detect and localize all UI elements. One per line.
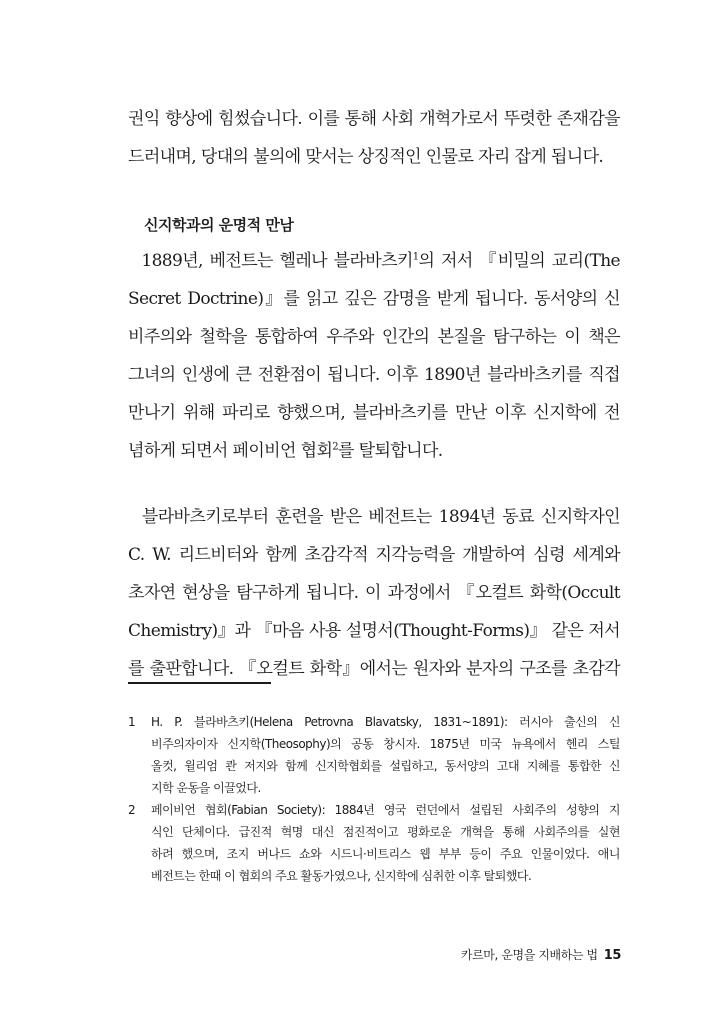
- footnote-line: H. P. 블라바츠키(Helena Petrovna Blavatsky, 1831~1891): 러시아 출신의 신: [151, 715, 620, 729]
- section-heading: 신지학과의 운명적 만남: [144, 216, 294, 234]
- text-line: 만나기 위해 파리로 향했으며, 블라바츠키를 만난 이후 신지학에 전: [128, 403, 620, 423]
- footnote-line: 식인 단체이다. 급진적 혁명 대신 점진적이고 평화로운 개혁을 통해 사회주의를 실현: [151, 825, 620, 839]
- page-footer: [461, 946, 621, 963]
- page-number: 15: [603, 948, 621, 963]
- footnote-line: 하려 했으며, 조지 버나드 쇼와 시드니·비트리스 웹 부부 등이 주요 인물이었다. 애니: [151, 847, 620, 861]
- text-line: 초자연 현상을 탐구하게 됩니다. 이 과정에서 『오컬트 화학(Occult: [128, 583, 620, 603]
- text-line: 그녀의 인생에 큰 전환점이 됩니다. 이후 1890년 블라바츠키를 직접: [128, 365, 620, 385]
- footnote-number: 2: [128, 803, 136, 817]
- text-line: 드러내며, 당대의 불의에 맞서는 상징적인 인물로 자리 잡게 됩니다.: [128, 147, 604, 167]
- footnote-line: 페이비언 협회(Fabian Society): 1884년 영국 런던에서 설립된 사회주의 성향의 지: [151, 803, 620, 817]
- footnote-ref-1[interactable]: 1: [412, 251, 419, 263]
- footnote-divider: [128, 682, 271, 684]
- text-line: C. W. 리드비터와 함께 초감각적 지각능력을 개발하여 심령 세계와: [128, 545, 620, 565]
- footnote-line: 베전트는 한때 이 협회의 주요 활동가였으나, 신지학에 심취한 이후 탈퇴했다.: [151, 869, 532, 883]
- running-title: 카르마, 운명을 지배하는 법: [460, 948, 598, 962]
- footnote-1: [128, 711, 620, 799]
- footnote-line: 지학 운동을 이끌었다.: [151, 781, 261, 795]
- text-line: Chemistry)』과 『마음 사용 설명서(Thought-Forms)』 같은 저서: [128, 621, 620, 641]
- paragraph-2: [128, 242, 620, 470]
- text-line: 를 출판합니다. 『오컬트 화학』에서는 원자와 분자의 구조를 초감각: [128, 659, 620, 679]
- text-line: 1889년, 베전트는 헬레나 블라바츠키$^1$의 저서 『비밀의 교리(The: [141, 251, 621, 271]
- paragraph-1: [128, 100, 620, 176]
- text-line: 블라바츠키로부터 훈련을 받은 베전트는 1894년 동료 신지학자인: [141, 507, 620, 527]
- footnote-line: 올컷, 윌리엄 콴 저지와 함께 신지학협회를 설립하고, 동서양의 고대 지혜를 통합한 신: [151, 759, 620, 773]
- footnotes: [128, 711, 620, 887]
- text-line: Secret Doctrine)』를 읽고 깊은 감명을 받게 됩니다. 동서양의 신: [128, 289, 620, 309]
- text-line: 비주의와 철학을 통합하여 우주와 인간의 본질을 탐구하는 이 책은: [128, 327, 620, 347]
- text-line: 념하게 되면서 페이비언 협회$^2$를 탈퇴합니다.: [128, 441, 443, 461]
- footnote-number: 1: [128, 715, 136, 729]
- footnote-2: [128, 799, 620, 887]
- footnote-line: 비주의자이자 신지학(Theosophy)의 공동 창시자. 1875년 미국 뉴욕에서 헨리 스틸: [151, 737, 620, 751]
- footnote-ref-2[interactable]: 2: [332, 441, 339, 453]
- text-line: 권익 향상에 힘썼습니다. 이를 통해 사회 개혁가로서 뚜렷한 존재감을: [128, 109, 620, 129]
- paragraph-3: [128, 498, 620, 688]
